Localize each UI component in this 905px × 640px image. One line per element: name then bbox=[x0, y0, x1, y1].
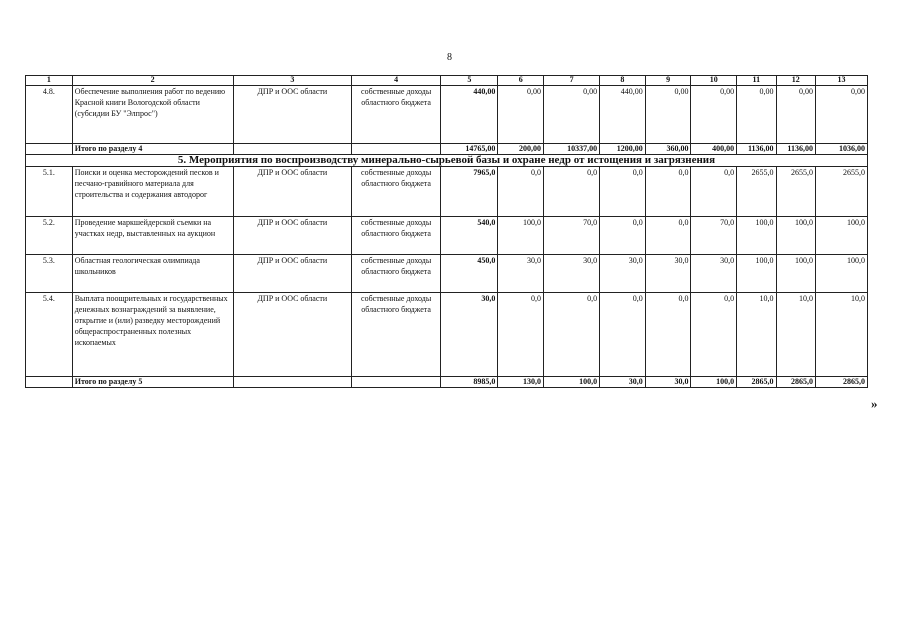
total-value: 360,00 bbox=[645, 144, 691, 155]
row-executor: ДПР и ООС области bbox=[233, 167, 351, 217]
total-value: 100,0 bbox=[544, 377, 600, 388]
total-value: 1036,00 bbox=[815, 144, 867, 155]
row-value: 0,0 bbox=[645, 217, 691, 255]
row-value: 0,00 bbox=[498, 86, 544, 144]
total-value: 14765,00 bbox=[441, 144, 498, 155]
row-value: 10,0 bbox=[776, 293, 815, 377]
row-value: 440,00 bbox=[600, 86, 646, 144]
row-value: 0,0 bbox=[600, 167, 646, 217]
total-value: 100,0 bbox=[691, 377, 737, 388]
row-value: 0,0 bbox=[498, 293, 544, 377]
total-value: 2865,0 bbox=[737, 377, 776, 388]
column-header: 9 bbox=[645, 76, 691, 86]
row-value: 100,0 bbox=[498, 217, 544, 255]
closing-quote-mark: » bbox=[871, 396, 878, 411]
total-value: 30,0 bbox=[600, 377, 646, 388]
row-number: 5.1. bbox=[26, 167, 73, 217]
row-value: 0,00 bbox=[815, 86, 867, 144]
total-value: 1200,00 bbox=[600, 144, 646, 155]
row-value: 450,0 bbox=[441, 255, 498, 293]
total-value: 400,00 bbox=[691, 144, 737, 155]
row-value: 100,0 bbox=[815, 255, 867, 293]
row-source: собственные доходы областного бюджета bbox=[351, 167, 440, 217]
column-header: 11 bbox=[737, 76, 776, 86]
column-header: 6 bbox=[498, 76, 544, 86]
row-value: 540,0 bbox=[441, 217, 498, 255]
column-header: 2 bbox=[72, 76, 233, 86]
row-value: 0,0 bbox=[691, 293, 737, 377]
row-value: 0,0 bbox=[600, 293, 646, 377]
column-header: 4 bbox=[351, 76, 440, 86]
total-label: Итого по разделу 5 bbox=[72, 377, 233, 388]
row-name: Проведение маркшейдерской съемки на участках недр, выставленных на аукцион bbox=[72, 217, 233, 255]
row-value: 0,00 bbox=[544, 86, 600, 144]
total-value: 130,0 bbox=[498, 377, 544, 388]
total-value: 2865,0 bbox=[776, 377, 815, 388]
row-value: 30,0 bbox=[544, 255, 600, 293]
row-value: 0,00 bbox=[645, 86, 691, 144]
page-number: 8 bbox=[447, 52, 452, 63]
row-value: 0,00 bbox=[691, 86, 737, 144]
column-header: 7 bbox=[544, 76, 600, 86]
column-header: 3 bbox=[233, 76, 351, 86]
table-row bbox=[26, 217, 868, 255]
row-source: собственные доходы областного бюджета bbox=[351, 217, 440, 255]
row-executor: ДПР и ООС области bbox=[233, 86, 351, 144]
row-value: 10,0 bbox=[815, 293, 867, 377]
row-name: Обеспечение выполнения работ по ведению Красной книги Вологодской области (субсидии БУ "Элпрос") bbox=[72, 86, 233, 144]
row-value: 30,0 bbox=[691, 255, 737, 293]
row-value: 0,0 bbox=[645, 167, 691, 217]
total-value: 200,00 bbox=[498, 144, 544, 155]
row-source: собственные доходы областного бюджета bbox=[351, 86, 440, 144]
row-value: 0,0 bbox=[498, 167, 544, 217]
row-value: 0,0 bbox=[600, 217, 646, 255]
row-name: Областная геологическая олимпиада школьников bbox=[72, 255, 233, 293]
section-heading-row bbox=[26, 155, 868, 167]
row-value: 0,00 bbox=[776, 86, 815, 144]
row-value: 0,0 bbox=[691, 167, 737, 217]
total-row-section-5 bbox=[26, 377, 868, 388]
column-header: 1 bbox=[26, 76, 73, 86]
row-value: 70,0 bbox=[544, 217, 600, 255]
row-executor: ДПР и ООС области bbox=[233, 255, 351, 293]
row-value: 10,0 bbox=[737, 293, 776, 377]
table-row bbox=[26, 167, 868, 217]
total-value: 8985,0 bbox=[441, 377, 498, 388]
row-value: 440,00 bbox=[441, 86, 498, 144]
row-value: 2655,0 bbox=[737, 167, 776, 217]
column-header: 13 bbox=[815, 76, 867, 86]
row-source: собственные доходы областного бюджета bbox=[351, 293, 440, 377]
row-value: 2655,0 bbox=[776, 167, 815, 217]
row-number: 5.4. bbox=[26, 293, 73, 377]
table-row bbox=[26, 255, 868, 293]
row-value: 30,0 bbox=[600, 255, 646, 293]
total-label: Итого по разделу 4 bbox=[72, 144, 233, 155]
section-5-title: 5. Мероприятия по воспроизводству минерально-сырьевой базы и охране недр от истощения и загрязнения bbox=[26, 155, 868, 167]
column-header: 8 bbox=[600, 76, 646, 86]
row-name: Выплата поощрительных и государственных денежных вознаграждений за выявление, открытие и (или) разведку месторождений общераспространенных полезных ископаемых bbox=[72, 293, 233, 377]
row-source: собственные доходы областного бюджета bbox=[351, 255, 440, 293]
table-row bbox=[26, 86, 868, 144]
column-header: 10 bbox=[691, 76, 737, 86]
row-number: 5.3. bbox=[26, 255, 73, 293]
row-value: 30,0 bbox=[441, 293, 498, 377]
row-value: 100,0 bbox=[776, 217, 815, 255]
row-number: 4.8. bbox=[26, 86, 73, 144]
row-executor: ДПР и ООС области bbox=[233, 217, 351, 255]
total-value: 1136,00 bbox=[776, 144, 815, 155]
table-row bbox=[26, 293, 868, 377]
column-number-row bbox=[26, 76, 868, 86]
row-value: 2655,0 bbox=[815, 167, 867, 217]
row-name: Поиски и оценка месторождений песков и песчано-гравийного материала для строительства и содержания автодорог bbox=[72, 167, 233, 217]
row-value: 0,0 bbox=[544, 167, 600, 217]
total-row-section-4 bbox=[26, 144, 868, 155]
total-value: 10337,00 bbox=[544, 144, 600, 155]
row-value: 30,0 bbox=[645, 255, 691, 293]
budget-table bbox=[25, 75, 868, 388]
row-value: 0,0 bbox=[645, 293, 691, 377]
column-header: 12 bbox=[776, 76, 815, 86]
row-value: 30,0 bbox=[498, 255, 544, 293]
row-number: 5.2. bbox=[26, 217, 73, 255]
row-value: 70,0 bbox=[691, 217, 737, 255]
column-header: 5 bbox=[441, 76, 498, 86]
row-value: 100,0 bbox=[737, 217, 776, 255]
total-value: 30,0 bbox=[645, 377, 691, 388]
row-value: 0,00 bbox=[737, 86, 776, 144]
total-value: 1136,00 bbox=[737, 144, 776, 155]
total-value: 2865,0 bbox=[815, 377, 867, 388]
row-value: 100,0 bbox=[737, 255, 776, 293]
row-value: 0,0 bbox=[544, 293, 600, 377]
row-executor: ДПР и ООС области bbox=[233, 293, 351, 377]
row-value: 7965,0 bbox=[441, 167, 498, 217]
row-value: 100,0 bbox=[815, 217, 867, 255]
row-value: 100,0 bbox=[776, 255, 815, 293]
